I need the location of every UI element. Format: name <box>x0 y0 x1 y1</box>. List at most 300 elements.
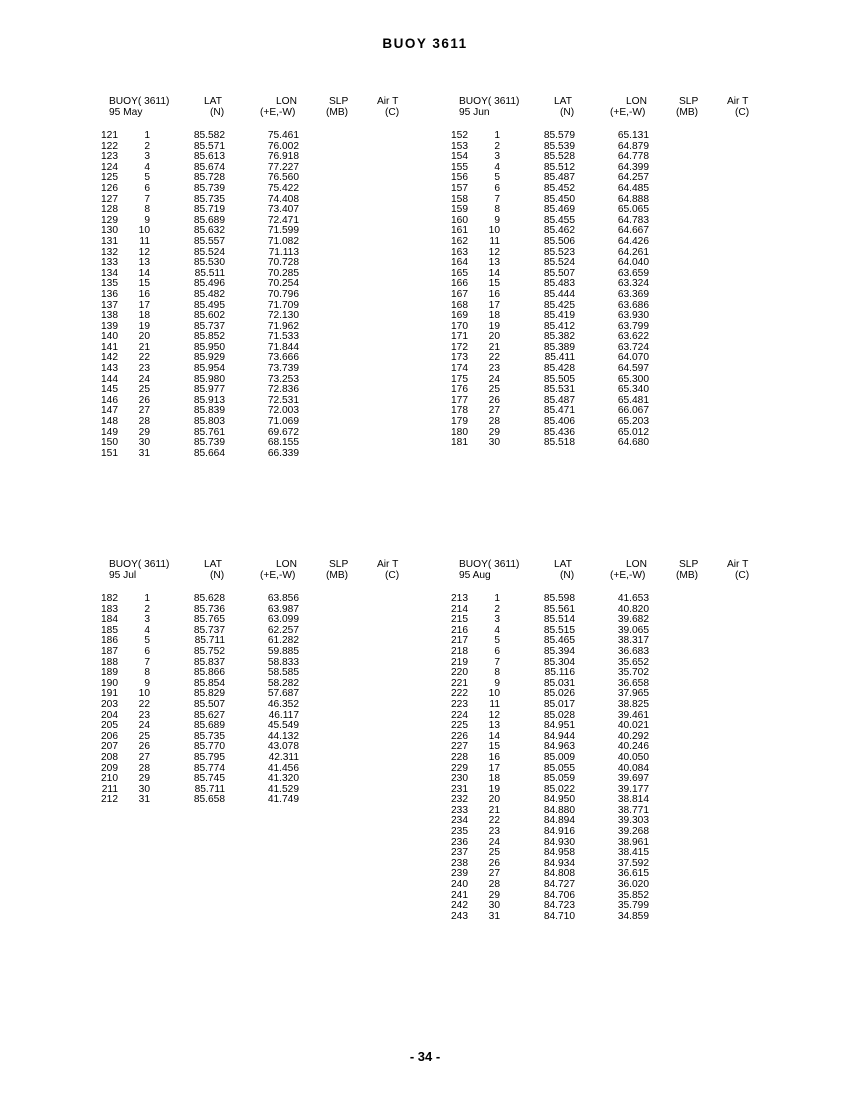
lat-unit: (N) <box>210 570 225 581</box>
day-of-year-cell: 159 <box>451 204 468 216</box>
day-of-month-cell: 9 <box>494 214 500 226</box>
lat-cell: 85.382 <box>543 331 575 343</box>
day-of-year-cell: 165 <box>451 267 468 279</box>
day-of-month-cell: 31 <box>138 447 150 459</box>
day-of-year-cell: 237 <box>451 847 468 859</box>
lon-cell: 37.965 <box>617 688 649 700</box>
day-of-month-cell: 13 <box>488 720 500 732</box>
lon-cell: 64.426 <box>617 235 649 247</box>
table-panel-aug <box>450 559 805 922</box>
day-of-month-cell: 28 <box>488 879 500 891</box>
day-of-month-cell: 22 <box>488 352 500 364</box>
day-of-month-cell: 23 <box>488 826 500 838</box>
day-of-month-cell: 10 <box>138 688 150 700</box>
day-of-year-cell: 181 <box>451 437 468 449</box>
lon-cell: 66.067 <box>617 405 649 417</box>
lon-cell: 70.285 <box>267 267 299 279</box>
lat-cell: 85.419 <box>543 310 575 322</box>
day-of-year-cell: 210 <box>101 773 118 785</box>
lat-cell: 85.539 <box>543 140 575 152</box>
day-of-year-cell: 219 <box>451 656 468 668</box>
lon-cell: 39.065 <box>617 624 649 636</box>
lon-cell: 65.203 <box>617 416 649 428</box>
lat-cell: 85.116 <box>544 667 575 679</box>
lon-cell: 38.825 <box>617 698 649 710</box>
lon-cell: 63.799 <box>617 320 649 332</box>
lat-cell: 85.482 <box>193 288 225 300</box>
day-of-month-cell: 24 <box>488 373 500 385</box>
day-of-year-cell: 183 <box>101 603 118 615</box>
day-of-year-cell: 141 <box>101 341 118 353</box>
day-of-month-cell: 8 <box>494 204 500 216</box>
day-of-month-cell: 30 <box>138 783 150 795</box>
lat-cell: 85.761 <box>193 426 225 438</box>
day-of-month-cell: 14 <box>488 730 500 742</box>
lon-cell: 38.814 <box>617 794 649 806</box>
day-of-month-cell: 5 <box>494 172 500 184</box>
day-of-month-cell: 22 <box>138 352 150 364</box>
lat-cell: 85.689 <box>193 720 225 732</box>
lat-cell: 85.444 <box>543 288 575 300</box>
month-label: 95 May <box>109 107 143 118</box>
lat-cell: 85.632 <box>193 225 225 237</box>
lat-cell: 85.837 <box>193 656 225 668</box>
lat-cell: 84.950 <box>543 794 575 806</box>
day-of-year-cell: 243 <box>451 910 468 922</box>
lon-cell: 63.930 <box>617 310 649 322</box>
day-of-month-cell: 16 <box>138 288 150 300</box>
lat-cell: 85.487 <box>543 172 575 184</box>
day-of-month-cell: 9 <box>144 214 150 226</box>
day-of-month-cell: 8 <box>494 667 500 679</box>
lon-cell: 73.253 <box>267 373 299 385</box>
lat-cell: 85.512 <box>543 161 575 173</box>
day-of-month-cell: 22 <box>138 698 150 710</box>
day-of-month-cell: 30 <box>138 437 150 449</box>
day-of-year-cell: 238 <box>451 857 468 869</box>
day-of-month-cell: 6 <box>494 182 500 194</box>
day-of-month-cell: 21 <box>138 341 150 353</box>
day-of-month-cell: 28 <box>488 416 500 428</box>
lat-cell: 85.465 <box>543 635 575 647</box>
lon-cell: 71.844 <box>267 341 299 353</box>
day-of-month-cell: 1 <box>144 130 150 141</box>
lon-cell: 35.652 <box>617 656 649 668</box>
day-of-year-cell: 133 <box>101 257 118 269</box>
lat-cell: 85.598 <box>543 593 575 604</box>
day-of-year-cell: 239 <box>451 868 468 880</box>
day-of-month-cell: 1 <box>144 593 150 604</box>
lat-cell: 85.739 <box>193 437 225 449</box>
slp-unit: (MB) <box>676 570 699 581</box>
day-of-month-cell: 7 <box>144 656 150 668</box>
day-of-year-cell: 207 <box>101 741 118 753</box>
day-of-year-cell: 191 <box>101 688 118 700</box>
day-of-month-cell: 28 <box>138 416 150 428</box>
lat-cell: 85.774 <box>193 762 225 774</box>
lat-cell: 85.557 <box>193 235 225 247</box>
day-of-year-cell: 148 <box>101 416 118 428</box>
day-of-month-cell: 30 <box>488 900 500 912</box>
lat-cell: 84.944 <box>543 730 575 742</box>
lat-unit: (N) <box>560 570 575 581</box>
table-header <box>450 97 805 119</box>
day-of-year-cell: 177 <box>451 394 468 406</box>
lat-cell: 85.735 <box>193 193 225 205</box>
lat-cell: 85.736 <box>193 603 225 615</box>
lat-cell: 85.511 <box>194 267 225 279</box>
lon-cell: 63.987 <box>267 603 299 615</box>
day-of-month-cell: 18 <box>138 310 150 322</box>
lon-cell: 58.585 <box>267 667 299 679</box>
day-of-year-cell: 168 <box>451 299 468 311</box>
day-of-year-cell: 162 <box>451 235 468 247</box>
day-of-year-cell: 152 <box>451 130 468 141</box>
lat-cell: 85.913 <box>193 394 225 406</box>
day-of-month-cell: 8 <box>144 667 150 679</box>
buoy-column-header: BUOY( 3611) <box>109 559 170 570</box>
day-of-year-cell: 212 <box>101 794 118 806</box>
lon-column-header: LON <box>626 559 647 570</box>
lat-cell: 85.524 <box>193 246 225 258</box>
slp-unit: (MB) <box>676 107 699 118</box>
lon-cell: 39.303 <box>617 815 649 827</box>
lon-cell: 40.246 <box>617 741 649 753</box>
day-of-year-cell: 169 <box>451 310 468 322</box>
day-of-month-cell: 19 <box>488 320 500 332</box>
airt-column-header: Air T <box>377 559 399 570</box>
day-of-year-cell: 163 <box>451 246 468 258</box>
lat-cell: 84.808 <box>543 868 575 880</box>
day-of-month-cell: 23 <box>488 363 500 375</box>
day-of-year-cell: 161 <box>451 225 468 237</box>
lat-cell: 85.627 <box>193 709 225 721</box>
lat-unit: (N) <box>560 107 575 118</box>
lat-cell: 85.613 <box>193 151 225 163</box>
day-of-month-cell: 16 <box>488 751 500 763</box>
lat-cell: 85.839 <box>193 405 225 417</box>
lat-cell: 84.934 <box>543 857 575 869</box>
lon-cell: 41.653 <box>617 593 649 604</box>
lat-cell: 85.528 <box>543 151 575 163</box>
lon-cell: 72.531 <box>267 394 299 406</box>
lat-cell: 84.880 <box>543 804 575 816</box>
day-of-year-cell: 190 <box>101 677 118 689</box>
lat-cell: 85.674 <box>193 161 225 173</box>
lat-cell: 85.455 <box>543 214 575 226</box>
day-of-year-cell: 185 <box>101 624 118 636</box>
day-of-month-cell: 21 <box>488 341 500 353</box>
day-of-year-cell: 204 <box>101 709 118 721</box>
day-of-year-cell: 147 <box>101 405 118 417</box>
lon-cell: 41.456 <box>267 762 299 774</box>
day-of-year-cell: 189 <box>101 667 118 679</box>
lat-cell: 85.031 <box>543 677 575 689</box>
day-of-month-cell: 4 <box>494 161 500 173</box>
lat-column-header: LAT <box>204 559 222 570</box>
lon-cell: 63.686 <box>617 299 649 311</box>
day-of-year-cell: 208 <box>101 751 118 763</box>
day-of-year-cell: 137 <box>101 299 118 311</box>
day-of-month-cell: 18 <box>488 773 500 785</box>
lat-cell: 85.496 <box>193 278 225 290</box>
lat-cell: 85.658 <box>193 794 225 806</box>
day-of-year-cell: 135 <box>101 278 118 290</box>
lat-cell: 85.950 <box>193 341 225 353</box>
lat-cell: 84.951 <box>543 720 575 732</box>
day-of-year-cell: 232 <box>451 794 468 806</box>
day-of-month-cell: 29 <box>488 889 500 901</box>
lon-cell: 39.697 <box>617 773 649 785</box>
day-of-year-cell: 206 <box>101 730 118 742</box>
day-of-year-cell: 230 <box>451 773 468 785</box>
lon-cell: 35.852 <box>617 889 649 901</box>
lon-cell: 73.739 <box>267 363 299 375</box>
lat-cell: 85.579 <box>543 130 575 141</box>
slp-column-header: SLP <box>329 559 349 570</box>
day-of-year-cell: 240 <box>451 879 468 891</box>
lat-cell: 85.711 <box>194 783 225 795</box>
day-of-month-cell: 6 <box>144 645 150 657</box>
lat-cell: 85.854 <box>193 677 225 689</box>
buoy-column-header: BUOY( 3611) <box>109 96 170 107</box>
day-of-month-cell: 5 <box>494 635 500 647</box>
day-of-year-cell: 158 <box>451 193 468 205</box>
lon-cell: 76.002 <box>267 140 299 152</box>
day-of-month-cell: 4 <box>144 161 150 173</box>
day-of-year-cell: 241 <box>451 889 468 901</box>
day-of-month-cell: 15 <box>488 741 500 753</box>
lon-column-header: LON <box>626 96 647 107</box>
day-of-year-cell: 156 <box>451 172 468 184</box>
lon-cell: 35.799 <box>617 900 649 912</box>
buoy-column-header: BUOY( 3611) <box>459 559 520 570</box>
day-of-year-cell: 203 <box>101 698 118 710</box>
day-of-month-cell: 2 <box>144 140 150 152</box>
day-of-year-cell: 157 <box>451 182 468 194</box>
lat-cell: 84.963 <box>543 741 575 753</box>
lat-cell: 85.483 <box>543 278 575 290</box>
lat-cell: 85.728 <box>193 172 225 184</box>
lat-cell: 85.469 <box>543 204 575 216</box>
lat-cell: 85.389 <box>543 341 575 353</box>
day-of-year-cell: 233 <box>451 804 468 816</box>
day-of-month-cell: 4 <box>494 624 500 636</box>
day-of-year-cell: 186 <box>101 635 118 647</box>
lat-cell: 85.929 <box>193 352 225 364</box>
slp-unit: (MB) <box>326 570 349 581</box>
lon-cell: 40.820 <box>617 603 649 615</box>
day-of-year-cell: 139 <box>101 320 118 332</box>
lat-cell: 85.450 <box>543 193 575 205</box>
day-of-month-cell: 29 <box>138 426 150 438</box>
table-header <box>100 560 455 582</box>
day-of-month-cell: 4 <box>144 624 150 636</box>
lat-cell: 85.866 <box>193 667 225 679</box>
lon-cell: 64.680 <box>617 437 649 449</box>
lon-cell: 63.099 <box>267 614 299 626</box>
lat-cell: 85.524 <box>543 257 575 269</box>
lat-cell: 85.954 <box>193 363 225 375</box>
day-of-year-cell: 134 <box>101 267 118 279</box>
day-of-month-cell: 24 <box>138 720 150 732</box>
month-label: 95 Aug <box>459 570 491 581</box>
lon-cell: 70.254 <box>267 278 299 290</box>
lon-cell: 64.667 <box>617 225 649 237</box>
day-of-month-cell: 6 <box>494 645 500 657</box>
lon-cell: 64.399 <box>617 161 649 173</box>
day-of-year-cell: 174 <box>451 363 468 375</box>
day-of-year-cell: 218 <box>451 645 468 657</box>
day-of-year-cell: 236 <box>451 836 468 848</box>
day-of-month-cell: 30 <box>488 437 500 449</box>
day-of-year-cell: 175 <box>451 373 468 385</box>
lat-cell: 85.628 <box>193 593 225 604</box>
day-of-month-cell: 20 <box>488 331 500 343</box>
day-of-month-cell: 3 <box>494 151 500 163</box>
month-label: 95 Jun <box>459 107 490 118</box>
lat-cell: 85.531 <box>543 384 575 396</box>
lon-cell: 65.340 <box>617 384 649 396</box>
lon-cell: 65.131 <box>617 130 649 141</box>
lon-cell: 71.599 <box>267 225 299 237</box>
day-of-month-cell: 21 <box>488 804 500 816</box>
lat-cell: 85.829 <box>193 688 225 700</box>
day-of-month-cell: 8 <box>144 204 150 216</box>
day-of-year-cell: 143 <box>101 363 118 375</box>
lon-cell: 38.317 <box>617 635 649 647</box>
lat-cell: 85.022 <box>543 783 575 795</box>
lon-cell: 65.481 <box>617 394 649 406</box>
lon-cell: 38.961 <box>617 836 649 848</box>
day-of-month-cell: 25 <box>138 730 150 742</box>
lat-cell: 85.770 <box>193 741 225 753</box>
lat-cell: 85.571 <box>193 140 225 152</box>
table-header <box>450 560 805 582</box>
lat-cell: 85.737 <box>193 320 225 332</box>
airt-unit: (C) <box>385 570 400 581</box>
lon-cell: 39.268 <box>617 826 649 838</box>
day-of-year-cell: 225 <box>451 720 468 732</box>
day-of-month-cell: 3 <box>144 151 150 163</box>
airt-column-header: Air T <box>727 559 749 570</box>
day-of-month-cell: 10 <box>488 225 500 237</box>
lat-cell: 85.977 <box>193 384 225 396</box>
day-of-year-cell: 223 <box>451 698 468 710</box>
day-of-year-cell: 136 <box>101 288 118 300</box>
lon-cell: 74.408 <box>267 193 299 205</box>
table-panel-jul <box>100 559 455 806</box>
day-of-year-cell: 171 <box>451 331 468 343</box>
day-of-year-cell: 215 <box>451 614 468 626</box>
lat-cell: 84.710 <box>543 910 575 922</box>
lat-cell: 85.852 <box>193 331 225 343</box>
day-of-month-cell: 31 <box>138 794 150 806</box>
day-of-month-cell: 20 <box>138 331 150 343</box>
day-of-year-cell: 209 <box>101 762 118 774</box>
day-of-month-cell: 31 <box>488 910 500 922</box>
day-of-month-cell: 17 <box>138 299 150 311</box>
day-of-year-cell: 132 <box>101 246 118 258</box>
day-of-month-cell: 19 <box>138 320 150 332</box>
day-of-month-cell: 19 <box>488 783 500 795</box>
day-of-month-cell: 2 <box>144 603 150 615</box>
day-of-year-cell: 142 <box>101 352 118 364</box>
lon-cell: 45.549 <box>267 720 299 732</box>
day-of-month-cell: 14 <box>488 267 500 279</box>
lat-cell: 85.711 <box>194 635 225 647</box>
lon-column-header: LON <box>276 559 297 570</box>
lat-cell: 85.059 <box>543 773 575 785</box>
day-of-year-cell: 205 <box>101 720 118 732</box>
day-of-month-cell: 28 <box>138 762 150 774</box>
lon-cell: 64.070 <box>617 352 649 364</box>
lat-cell: 85.664 <box>193 447 225 459</box>
lon-cell: 41.749 <box>267 794 299 806</box>
lat-cell: 85.026 <box>543 688 575 700</box>
day-of-year-cell: 123 <box>101 151 118 163</box>
lon-cell: 70.728 <box>267 257 299 269</box>
lon-cell: 40.292 <box>617 730 649 742</box>
lon-cell: 38.415 <box>617 847 649 859</box>
lat-cell: 84.727 <box>543 879 575 891</box>
lat-cell: 85.752 <box>193 645 225 657</box>
day-of-month-cell: 5 <box>144 172 150 184</box>
day-of-month-cell: 25 <box>488 847 500 859</box>
day-of-month-cell: 3 <box>144 614 150 626</box>
lat-cell: 84.930 <box>543 836 575 848</box>
lon-cell: 71.533 <box>267 331 299 343</box>
lat-cell: 85.505 <box>543 373 575 385</box>
slp-column-header: SLP <box>329 96 349 107</box>
day-of-year-cell: 227 <box>451 741 468 753</box>
day-of-year-cell: 124 <box>101 161 118 173</box>
day-of-month-cell: 1 <box>494 130 500 141</box>
day-of-month-cell: 25 <box>138 384 150 396</box>
airt-column-header: Air T <box>377 96 399 107</box>
day-of-year-cell: 154 <box>451 151 468 163</box>
day-of-year-cell: 150 <box>101 437 118 449</box>
day-of-month-cell: 2 <box>494 140 500 152</box>
day-of-year-cell: 128 <box>101 204 118 216</box>
slp-column-header: SLP <box>679 96 699 107</box>
lat-cell: 85.719 <box>193 204 225 216</box>
lon-cell: 77.227 <box>267 161 299 173</box>
lat-column-header: LAT <box>554 96 572 107</box>
day-of-month-cell: 24 <box>138 373 150 385</box>
lon-cell: 57.687 <box>267 688 299 700</box>
lon-cell: 65.300 <box>617 373 649 385</box>
lat-cell: 85.495 <box>193 299 225 311</box>
lat-cell: 85.735 <box>193 730 225 742</box>
lon-cell: 40.084 <box>617 762 649 774</box>
lon-cell: 34.859 <box>617 910 649 922</box>
lon-cell: 73.666 <box>267 352 299 364</box>
day-of-month-cell: 10 <box>138 225 150 237</box>
lat-cell: 85.514 <box>543 614 575 626</box>
buoy-column-header: BUOY( 3611) <box>459 96 520 107</box>
lon-unit: (+E,-W) <box>610 570 646 581</box>
lon-cell: 64.040 <box>617 257 649 269</box>
day-of-month-cell: 11 <box>489 698 500 710</box>
lon-cell: 39.177 <box>617 783 649 795</box>
table-header <box>100 97 455 119</box>
day-of-year-cell: 138 <box>101 310 118 322</box>
lat-cell: 85.523 <box>543 246 575 258</box>
day-of-year-cell: 179 <box>451 416 468 428</box>
lon-cell: 72.836 <box>267 384 299 396</box>
day-of-year-cell: 216 <box>451 624 468 636</box>
